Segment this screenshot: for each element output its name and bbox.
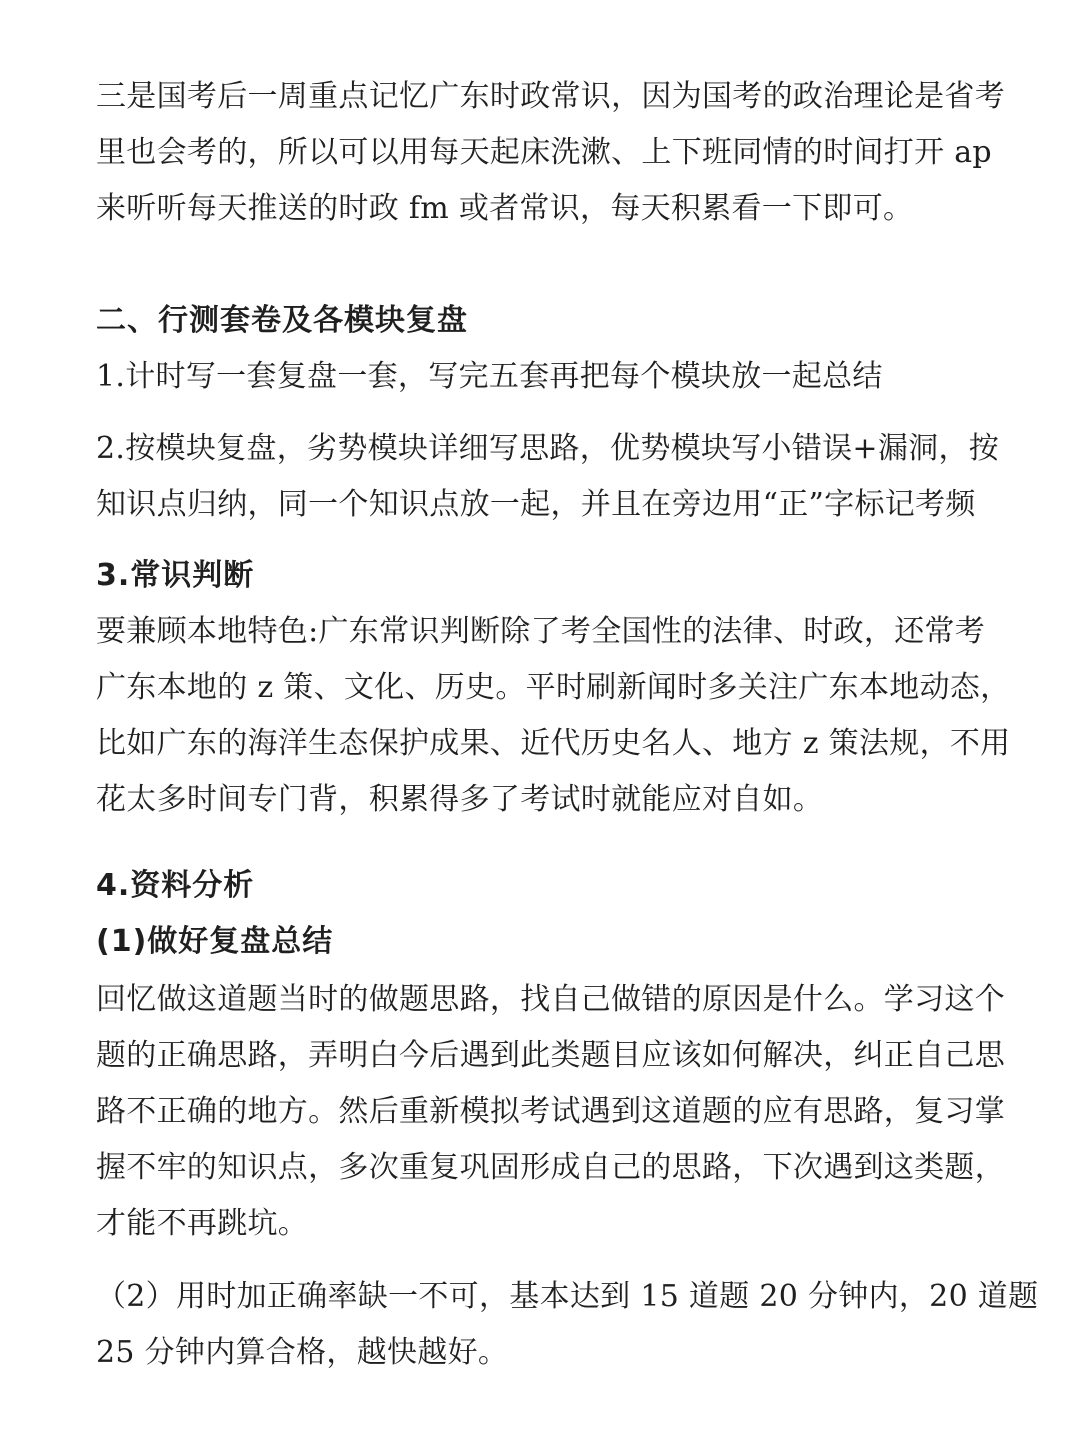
list-item: 2.按模块复盘，劣势模块详细写思路，优势模块写小错误+漏洞，按 [96,431,1000,466]
paragraph-line: 比如广东的海洋生态保护成果、近代历史名人、地方 z 策法规，不用 [96,726,1011,761]
paragraph-line: 要兼顾本地特色:广东常识判断除了考全国性的法律、时政，还常考 [96,614,986,649]
paragraph-line: 回忆做这道题当时的做题思路，找自己做错的原因是什么。学习这个 [96,982,1005,1017]
list-item-continuation: 知识点归纳，同一个知识点放一起，并且在旁边用“正”字标记考频 [96,487,976,522]
paragraph-line: 来听听每天推送的时政 fm 或者常识，每天积累看一下即可。 [96,191,914,226]
paragraph-line: 路不正确的地方。然后重新模拟考试遇到这道题的应有思路，复习掌 [96,1094,1005,1129]
subsection-heading: 3.常识判断 [96,558,255,593]
paragraph-line: 才能不再跳坑。 [96,1206,309,1241]
paragraph-line: 握不牢的知识点，多次重复巩固形成自己的思路，下次遇到这类题， [96,1150,1005,1185]
paragraph-line: 花太多时间专门背，积累得多了考试时就能应对自如。 [96,782,824,817]
list-item: 1.计时写一套复盘一套，写完五套再把每个模块放一起总结 [96,359,883,394]
subsection-heading: (1)做好复盘总结 [96,924,334,959]
paragraph-line: 三是国考后一周重点记忆广东时政常识，因为国考的政治理论是省考 [96,79,1005,114]
paragraph-line: 题的正确思路，弄明白今后遇到此类题目应该如何解决，纠正自己思 [96,1038,1005,1073]
paragraph-line: （2）用时加正确率缺一不可，基本达到 15 道题 20 分钟内，20 道题 [96,1279,1039,1314]
paragraph-line: 25 分钟内算合格，越快越好。 [96,1335,509,1370]
paragraph-line: 广东本地的 z 策、文化、历史。平时刷新闻时多关注广东本地动态， [96,670,1011,705]
section-heading: 二、行测套卷及各模块复盘 [96,303,468,338]
subsection-heading: 4.资料分析 [96,868,255,903]
paragraph-line: 里也会考的，所以可以用每天起床洗漱、上下班同情的时间打开 ap [96,135,992,170]
